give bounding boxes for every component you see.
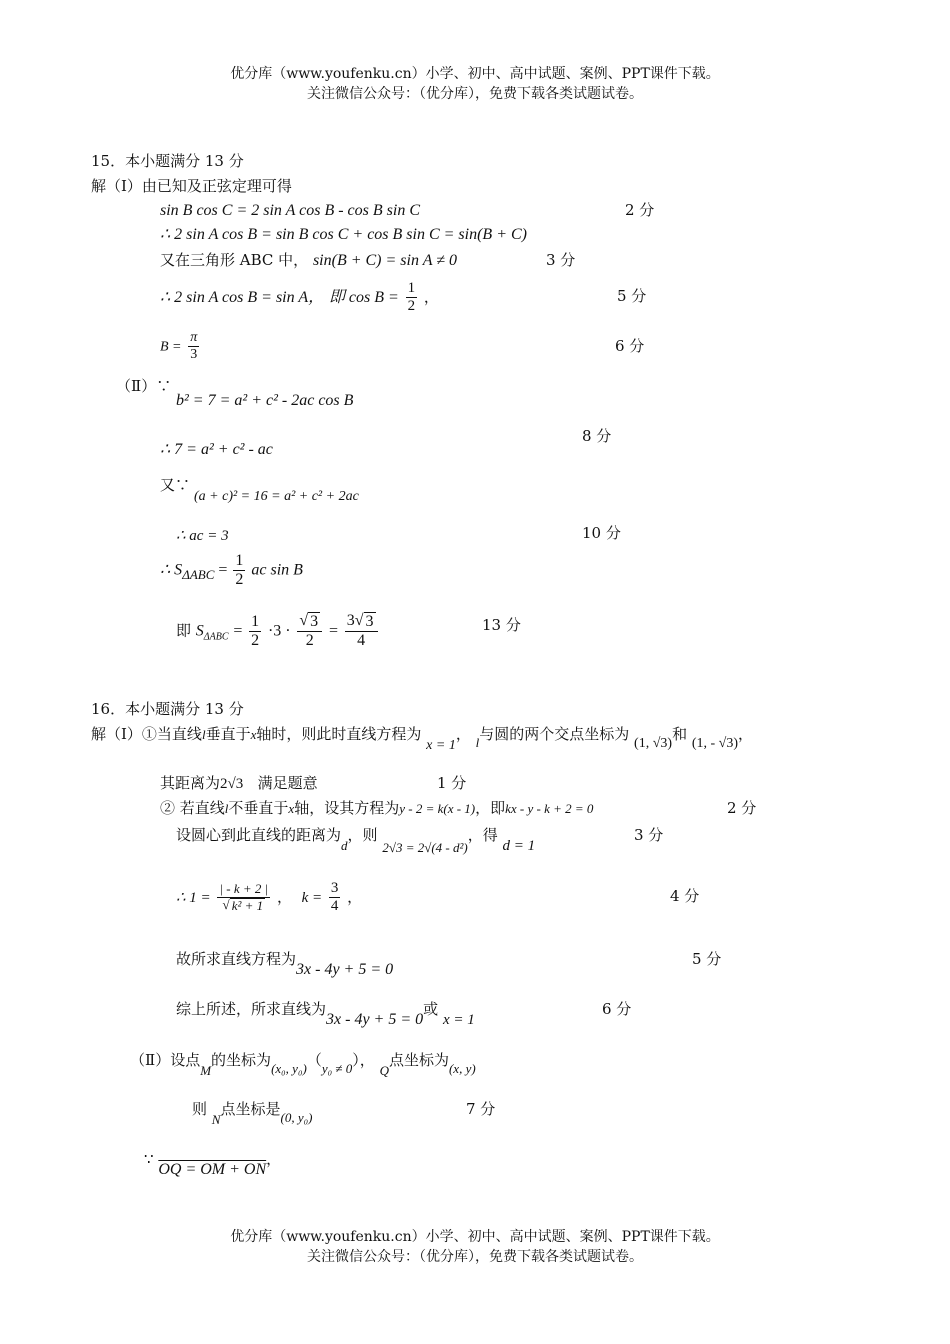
q15-eq3-score: 3 分: [546, 251, 576, 269]
q16-l1-d: ，: [455, 725, 471, 743]
q15-eq11-frac-b: √ 3 2: [297, 612, 322, 651]
q15-eq11-frac-a: [249, 613, 261, 651]
q16-l1-g: ，: [738, 725, 754, 743]
q15-eq10-sub: ΔABC: [182, 566, 215, 582]
q15-eq10-tail: ac sin B: [251, 561, 303, 579]
q16-l7-b: 或: [423, 1000, 439, 1018]
q16-l4-eq: 2√3 = 2√(4 - d²): [382, 840, 468, 855]
q16-l8-d: ），: [352, 1051, 375, 1069]
q15-eq4-tail: ，: [423, 287, 439, 306]
q16-line4: [176, 826, 536, 855]
q16-l8-a: （Ⅱ）设点: [130, 1051, 201, 1069]
q16-l6-a: 故所求直线方程为: [176, 950, 297, 968]
q16-l2-b: 满足题意: [257, 774, 318, 792]
q16-l9-a: 则: [192, 1100, 208, 1118]
q15-eq4-num: 1: [406, 280, 418, 298]
q16-l1-a: 解（Ⅰ）①当直线: [91, 725, 202, 743]
q16-l7-a: 综上所述，所求直线为: [176, 1000, 327, 1018]
q15-eq10-eq: =: [218, 561, 228, 579]
footer-line-1: 优分库（www.youfenku.cn）小学、初中、高中试题、案例、PPT课件下载。: [230, 1229, 720, 1245]
q16-l2-val: 2√3: [220, 776, 244, 792]
q16-line6: [176, 950, 394, 978]
q16-l1-p2: (1, - √3): [691, 736, 739, 751]
q16-l10-a: ∵: [144, 1150, 154, 1168]
q15-eq11-label: 即: [176, 621, 192, 640]
q15-eq8: (a + c)² = 16 = a² + c² + 2ac: [194, 489, 359, 504]
q16-l3-x: x: [288, 801, 295, 816]
q15-eq11-S: S: [195, 622, 204, 640]
q15-eq11-c-rad: 3: [365, 613, 374, 630]
q15-eq5-den: 3: [190, 347, 198, 363]
q16-line2: [160, 774, 318, 793]
q15-eq4-score: 5 分: [617, 287, 647, 305]
q15-title: 15．本小题满分 13 分: [91, 152, 244, 170]
q15-eq11-a-den: 2: [251, 631, 260, 649]
q16-l3-eq2: kx - y - k + 2 = 0: [505, 801, 594, 816]
q16-l1-c: 轴时，则此时直线方程为: [256, 725, 422, 743]
q15-eq1-score: 2 分: [625, 201, 655, 219]
q15-eq4-mid: 即 cos B =: [328, 288, 399, 306]
q16-l5-kfrac: [329, 880, 341, 916]
q16-l1-l2: l: [475, 735, 480, 750]
q15-eq10-den: 2: [235, 571, 244, 589]
q15-eq10-row: [160, 552, 303, 590]
q16-line1: [91, 725, 754, 753]
q15-eq4-left: ∴ 2 sin A cos B = sin A，: [160, 288, 325, 306]
q16-l8-b: 的坐标为: [211, 1051, 272, 1069]
q16-l3-a: ② 若直线: [160, 799, 225, 817]
q15-eq11-c-pre: 3: [346, 612, 355, 629]
q16-l1-f: 和: [672, 725, 688, 743]
q16-l8-M: M: [200, 1063, 212, 1078]
q16-title: 16．本小题满分 13 分: [91, 700, 244, 718]
q16-l1-e: 与圆的两个交点坐标为: [479, 725, 630, 743]
q15-eq3-text: 又在三角形 ABC 中，: [160, 251, 309, 269]
q16-l6-eq: 3x - 4y + 5 = 0: [296, 961, 394, 978]
q16-l8-c2: (x, y): [448, 1061, 476, 1076]
q15-eq3-row: [160, 251, 457, 270]
q16-l3-l: l: [224, 801, 229, 816]
q16-l9-score: 7 分: [466, 1100, 496, 1118]
q16-l8-c1: (x₀, y₀): [271, 1061, 307, 1076]
q16-line8: [130, 1051, 476, 1078]
q15-eq7-score: 8 分: [582, 427, 612, 445]
q16-l1-eq: x = 1: [426, 738, 456, 753]
q16-l5-kden: 4: [330, 898, 339, 915]
q16-l5-k: k =: [301, 889, 323, 906]
q16-l3-b: 不垂直于: [228, 799, 289, 817]
q16-line9: [192, 1100, 313, 1127]
q15-eq11-score: 13 分: [482, 616, 521, 634]
q16-l4-score: 3 分: [634, 826, 664, 844]
q16-l8-Q: Q: [379, 1063, 389, 1078]
q15-eq10-frac: [233, 552, 245, 590]
q16-l9-b: 点坐标是: [220, 1100, 281, 1118]
q16-line10: [144, 1150, 282, 1178]
q15-eq4-frac: [406, 280, 418, 316]
q15-part2-label: （Ⅱ）∵: [116, 377, 172, 395]
q16-l5-frac: | - k + 2 | √ k² + 1: [219, 880, 269, 913]
q16-l5-c: ，: [347, 887, 363, 906]
q16-l4-c: ，得: [467, 826, 498, 844]
q16-l3-eq1: y - 2 = k(x - 1): [399, 801, 476, 816]
q15-eq11-sub: ΔABC: [203, 631, 229, 643]
q16-l2-a: 其距离为: [160, 774, 221, 792]
q15-eq10-num: 1: [233, 552, 245, 571]
q16-l7-score: 6 分: [602, 1000, 632, 1018]
q16-line7: [176, 1000, 475, 1028]
q16-l3-score: 2 分: [727, 799, 757, 817]
q15-eq11-b-den: 2: [305, 632, 314, 650]
q15-eq5-num: π: [188, 330, 199, 347]
q16-l10-eq: OQ = OM + ON: [158, 1161, 267, 1178]
q15-eq5-row: [160, 330, 201, 363]
q16-l7-eq1: 3x - 4y + 5 = 0: [326, 1011, 424, 1028]
q15-eq9: ∴ ac = 3: [176, 528, 229, 544]
header-line-1: 优分库（www.youfenku.cn）小学、初中、高中试题、案例、PPT课件下载。: [230, 66, 720, 82]
q16-l3-d: ，即: [475, 799, 506, 817]
q16-l6-score: 5 分: [692, 950, 722, 968]
q16-l1-x: x: [250, 727, 257, 742]
q16-l8-c: （: [306, 1051, 322, 1069]
q16-l5-den: k² + 1: [231, 897, 264, 913]
q16-l8-e: 点坐标为: [388, 1051, 449, 1069]
header-line-2: 关注微信公众号：（优分库），免费下载各类试题试卷。: [307, 86, 643, 102]
footer-line-2: 关注微信公众号：（优分库），免费下载各类试题试卷。: [307, 1249, 643, 1265]
q16-line3: [160, 799, 593, 817]
q15-eq1: sin B cos C = 2 sin A cos B - cos B sin C: [160, 202, 420, 219]
q15-eq6: b² = 7 = a² + c² - 2ac cos B: [176, 392, 354, 409]
q16-l1-l: l: [201, 727, 206, 742]
q15-eq10-left: ∴ S: [160, 561, 183, 579]
q16-l9-N: N: [211, 1112, 221, 1127]
q16-l1-b: 垂直于: [205, 725, 251, 743]
q15-eq8-label: 又∵: [160, 476, 191, 494]
q16-l4-b: ，则: [347, 826, 378, 844]
q16-l4-res: d = 1: [502, 838, 536, 854]
q15-eq4-row: [160, 280, 439, 316]
q15-eq3: sin(B + C) = sin A ≠ 0: [312, 252, 457, 269]
q16-l9-c: (0, y₀): [280, 1110, 313, 1125]
q16-l5-b: ，: [277, 887, 293, 906]
q16-line5: [176, 880, 362, 916]
q15-eq11-a-num: 1: [249, 613, 261, 632]
q15-eq5-left: B =: [160, 339, 182, 355]
q15-part1-intro: 解（Ⅰ）由已知及正弦定理可得: [91, 177, 292, 195]
q15-eq9-score: 10 分: [582, 524, 621, 542]
q16-l4-a: 设圆心到此直线的距离为: [176, 826, 342, 844]
q16-l8-cond: y₀ ≠ 0: [321, 1061, 353, 1076]
q16-l10-b: ，: [266, 1150, 282, 1168]
q15-eq11-c-den: 4: [357, 632, 366, 650]
q16-l5-num: | - k + 2 |: [219, 880, 269, 896]
q15-eq11-frac-c: 3 √ 3 4: [345, 612, 378, 651]
q15-eq11-row: 即 $S_{\Delta ABC}$ = $\frac{1}{2}$ ·3 · √ 3 2 = 3 √ 3 4: [176, 612, 380, 651]
q15-eq2: ∴ 2 sin A cos B = sin B cos C + cos B sin C = sin(B + C): [160, 226, 527, 243]
q16-l5-score: 4 分: [670, 887, 700, 905]
q16-l7-eq2: x = 1: [442, 1012, 475, 1028]
q15-eq5-frac: [188, 330, 199, 363]
q16-l5-a: ∴ 1 =: [176, 889, 211, 906]
q16-l5-knum: 3: [329, 880, 341, 898]
q15-eq5-score: 6 分: [615, 337, 645, 355]
q15-eq11-mid: ·3 ·: [267, 622, 291, 640]
q16-l2-score: 1 分: [437, 774, 467, 792]
q16-l3-c: 轴，设其方程为: [294, 799, 400, 817]
q15-eq11-b-num: 3: [310, 613, 319, 630]
q15-eq7: ∴ 7 = a² + c² - ac: [160, 441, 273, 458]
q16-l4-d: d: [341, 838, 348, 853]
q16-l1-p1: (1, √3): [634, 736, 673, 751]
q15-eq4-den: 2: [407, 298, 416, 315]
